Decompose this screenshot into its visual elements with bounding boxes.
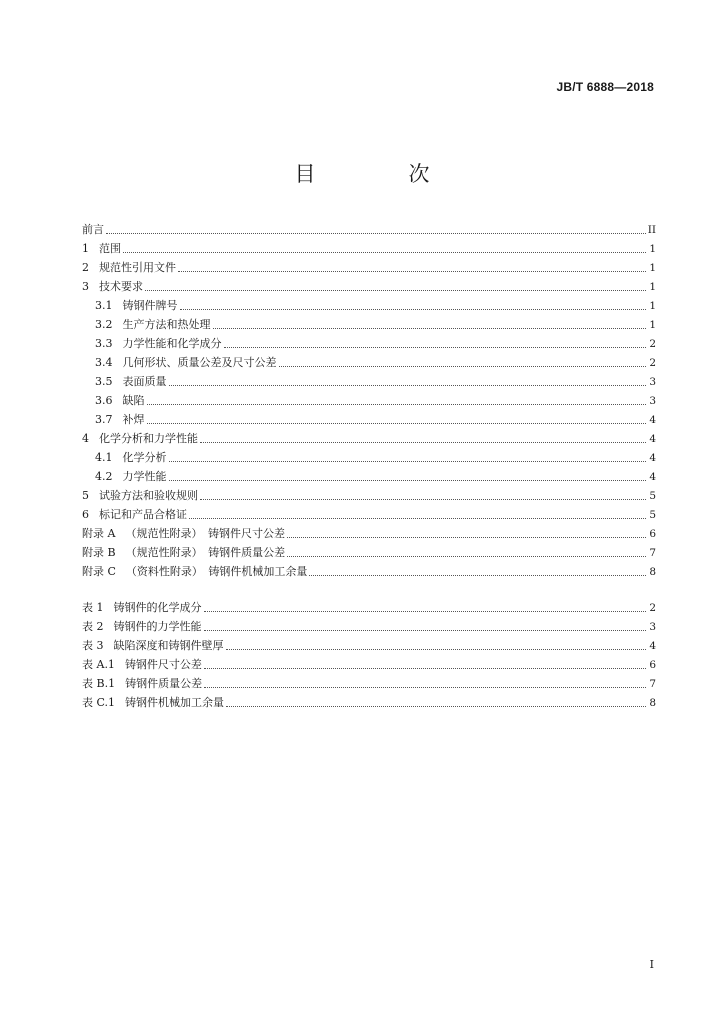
table-entry-leader	[204, 668, 646, 669]
toc-entry-spacer	[113, 353, 123, 372]
toc-entry-page: 6	[649, 528, 656, 540]
toc-entry[interactable]	[82, 372, 656, 391]
toc-entry-spacer	[116, 543, 126, 562]
table-entry-page: 7	[649, 678, 656, 690]
toc-entry-label: 铸钢件牌号	[122, 299, 178, 312]
toc-entry-spacer	[89, 239, 99, 258]
toc-entry-number: 5	[82, 489, 89, 502]
toc-entry-label: 规范性引用文件	[99, 261, 176, 274]
toc-entry-leader	[200, 499, 646, 500]
toc-entry-label: 补焊	[122, 413, 145, 426]
toc-entry-label: 化学分析和力学性能	[99, 432, 198, 445]
toc-entry-number: 3.3	[95, 337, 113, 350]
toc-entry-spacer	[116, 562, 126, 581]
table-entry-leader	[226, 706, 646, 707]
toc-entry[interactable]	[82, 429, 656, 448]
toc-entry-page: 5	[649, 490, 656, 502]
toc-entry-page: 3	[649, 395, 656, 407]
toc-entry-spacer	[113, 448, 123, 467]
toc-entry[interactable]	[82, 410, 656, 429]
toc-entry[interactable]	[82, 391, 656, 410]
toc-entry-spacer	[113, 372, 123, 391]
toc-entry[interactable]	[82, 467, 656, 486]
table-entry-number: 表 3	[82, 639, 104, 652]
table-entry[interactable]	[82, 598, 656, 617]
toc-entry-label: 化学分析	[122, 451, 167, 464]
toc-entry-leader	[169, 461, 647, 462]
toc-entry-page: 8	[649, 566, 656, 578]
table-entry-number: 表 B.1	[82, 677, 116, 690]
toc-entry-page: 5	[649, 509, 656, 521]
toc-entry[interactable]	[82, 277, 656, 296]
toc-entry-number: 3.5	[95, 375, 113, 388]
toc-entry-label: （资料性附录） 铸钢件机械加工余量	[125, 565, 308, 578]
table-entry[interactable]	[82, 655, 656, 674]
toc-entry[interactable]	[82, 239, 656, 258]
table-entry-number: 表 C.1	[82, 696, 116, 709]
table-entry-label: 铸钢件机械加工余量	[125, 696, 225, 709]
toc-entry-leader	[213, 328, 647, 329]
toc-entry-page: 4	[649, 471, 656, 483]
table-entry-page: 8	[649, 697, 656, 709]
toc-entry[interactable]	[82, 258, 656, 277]
table-entry-label: 铸钢件的力学性能	[113, 620, 202, 633]
list-of-tables	[82, 598, 656, 712]
toc-entry-label: 范围	[99, 242, 121, 255]
table-entry-spacer	[104, 636, 114, 655]
toc-entry-spacer	[115, 524, 125, 543]
toc-entry-label: 几何形状、质量公差及尺寸公差	[122, 356, 277, 369]
toc-entry-leader	[180, 309, 647, 310]
toc-entry-label: 缺陷	[122, 394, 145, 407]
toc-entry-leader	[169, 385, 647, 386]
toc-entry[interactable]	[82, 220, 656, 239]
table-entry-page: 6	[649, 659, 656, 671]
table-entry-spacer	[104, 598, 114, 617]
toc-entry-page: 4	[649, 452, 656, 464]
toc-entry-number: 附录 C	[82, 565, 116, 578]
toc-entry-leader	[287, 537, 646, 538]
toc-entry-spacer	[113, 391, 123, 410]
toc-entry-number: 附录 A	[82, 527, 116, 540]
toc-entry-number: 3	[82, 280, 89, 293]
toc-entry-leader	[287, 556, 646, 557]
table-entry-leader	[204, 687, 646, 688]
toc-entry-leader	[147, 423, 647, 424]
toc-entry-number: 3.1	[95, 299, 113, 312]
table-entry-spacer	[104, 617, 114, 636]
table-entry-leader	[204, 630, 647, 631]
toc-entry-page: 4	[649, 433, 656, 445]
toc-entry[interactable]	[82, 296, 656, 315]
toc-entry-leader	[279, 366, 647, 367]
standard-code: JB/T 6888—2018	[556, 80, 654, 94]
table-entry-number: 表 A.1	[82, 658, 115, 671]
toc-entry-leader	[224, 347, 647, 348]
toc-entry-number: 3.6	[95, 394, 113, 407]
toc-entry-page: 1	[649, 319, 656, 331]
toc-entry-page: 2	[649, 338, 656, 350]
toc-entry-spacer	[89, 429, 99, 448]
toc-entry-page: 7	[649, 547, 656, 559]
toc-entry[interactable]	[82, 315, 656, 334]
toc-entry[interactable]	[82, 524, 656, 543]
table-entry-spacer	[115, 655, 125, 674]
toc-entry-number: 4.1	[95, 451, 113, 464]
table-entry-leader	[204, 611, 647, 612]
toc-entry-spacer	[89, 486, 99, 505]
table-entry-label: 铸钢件尺寸公差	[124, 658, 202, 671]
table-entry-page: 2	[649, 602, 656, 614]
toc-entry-label: 前言	[82, 223, 104, 236]
toc-entry-number: 3.4	[95, 356, 113, 369]
toc-entry-label: 力学性能和化学成分	[122, 337, 222, 350]
toc-entry-label: （规范性附录） 铸钢件尺寸公差	[125, 527, 285, 540]
toc-entry-spacer	[89, 505, 99, 524]
toc-entry[interactable]	[82, 448, 656, 467]
toc-entry[interactable]	[82, 562, 656, 581]
toc-entry[interactable]	[82, 543, 656, 562]
toc-entry-label: 技术要求	[99, 280, 143, 293]
toc-entry-label: 生产方法和热处理	[122, 318, 211, 331]
table-entry[interactable]	[82, 636, 656, 655]
toc-entry-number: 3.7	[95, 413, 113, 426]
toc-entry-leader	[145, 290, 646, 291]
toc-entry-page: 4	[649, 414, 656, 426]
toc-entry-page: 1	[649, 262, 656, 274]
toc-entry-leader	[178, 271, 646, 272]
table-entry-label: 铸钢件的化学成分	[113, 601, 202, 614]
toc-entry-number: 2	[82, 261, 89, 274]
toc-entry-page: 2	[649, 357, 656, 369]
toc-entry-label: 试验方法和验收规则	[99, 489, 198, 502]
table-entry-leader	[226, 649, 647, 650]
toc-entry[interactable]	[82, 353, 656, 372]
table-entry-label: 铸钢件质量公差	[125, 677, 203, 690]
toc-entry-leader	[200, 442, 646, 443]
toc-entry-leader	[147, 404, 647, 405]
toc-entry-spacer	[113, 315, 123, 334]
toc-entry-page: 1	[649, 300, 656, 312]
toc-entry-label: 力学性能	[122, 470, 167, 483]
table-of-contents	[82, 220, 656, 581]
toc-entry-spacer	[113, 410, 123, 429]
table-entry[interactable]	[82, 617, 656, 636]
toc-entry-page: 1	[649, 281, 656, 293]
toc-entry[interactable]	[82, 334, 656, 353]
table-entry-number: 表 1	[82, 601, 104, 614]
toc-entry-spacer	[89, 277, 99, 296]
table-entry-label: 缺陷深度和铸钢件壁厚	[113, 639, 224, 652]
toc-entry-number: 1	[82, 242, 89, 255]
toc-entry-leader	[169, 480, 647, 481]
toc-entry-leader	[309, 575, 646, 576]
toc-entry-number: 4.2	[95, 470, 113, 483]
table-entry-spacer	[115, 674, 125, 693]
toc-entry-page: II	[647, 224, 656, 236]
toc-entry-spacer	[113, 334, 123, 353]
toc-entry[interactable]	[82, 486, 656, 505]
toc-entry-spacer	[89, 258, 99, 277]
toc-entry-leader	[106, 233, 646, 234]
toc-entry-label: 表面质量	[122, 375, 167, 388]
table-entry-page: 3	[649, 621, 656, 633]
page-number: I	[649, 958, 654, 971]
toc-entry-spacer	[113, 467, 123, 486]
toc-entry-number: 6	[82, 508, 89, 521]
toc-entry-leader	[123, 252, 646, 253]
toc-entry-label: 标记和产品合格证	[99, 508, 187, 521]
toc-entry-page: 3	[649, 376, 656, 388]
table-entry[interactable]	[82, 693, 656, 712]
toc-entry[interactable]	[82, 505, 656, 524]
table-entry-number: 表 2	[82, 620, 104, 633]
toc-entry-spacer	[113, 296, 123, 315]
toc-entry-label: （规范性附录） 铸钢件质量公差	[125, 546, 286, 559]
toc-entry-page: 1	[649, 243, 656, 255]
toc-entry-leader	[189, 518, 646, 519]
page-title: 目 次	[294, 162, 466, 186]
table-entry-page: 4	[649, 640, 656, 652]
table-entry-spacer	[115, 693, 125, 712]
toc-entry-number: 4	[82, 432, 89, 445]
table-entry[interactable]	[82, 674, 656, 693]
toc-entry-number: 附录 B	[82, 546, 116, 559]
toc-entry-number: 3.2	[95, 318, 113, 331]
